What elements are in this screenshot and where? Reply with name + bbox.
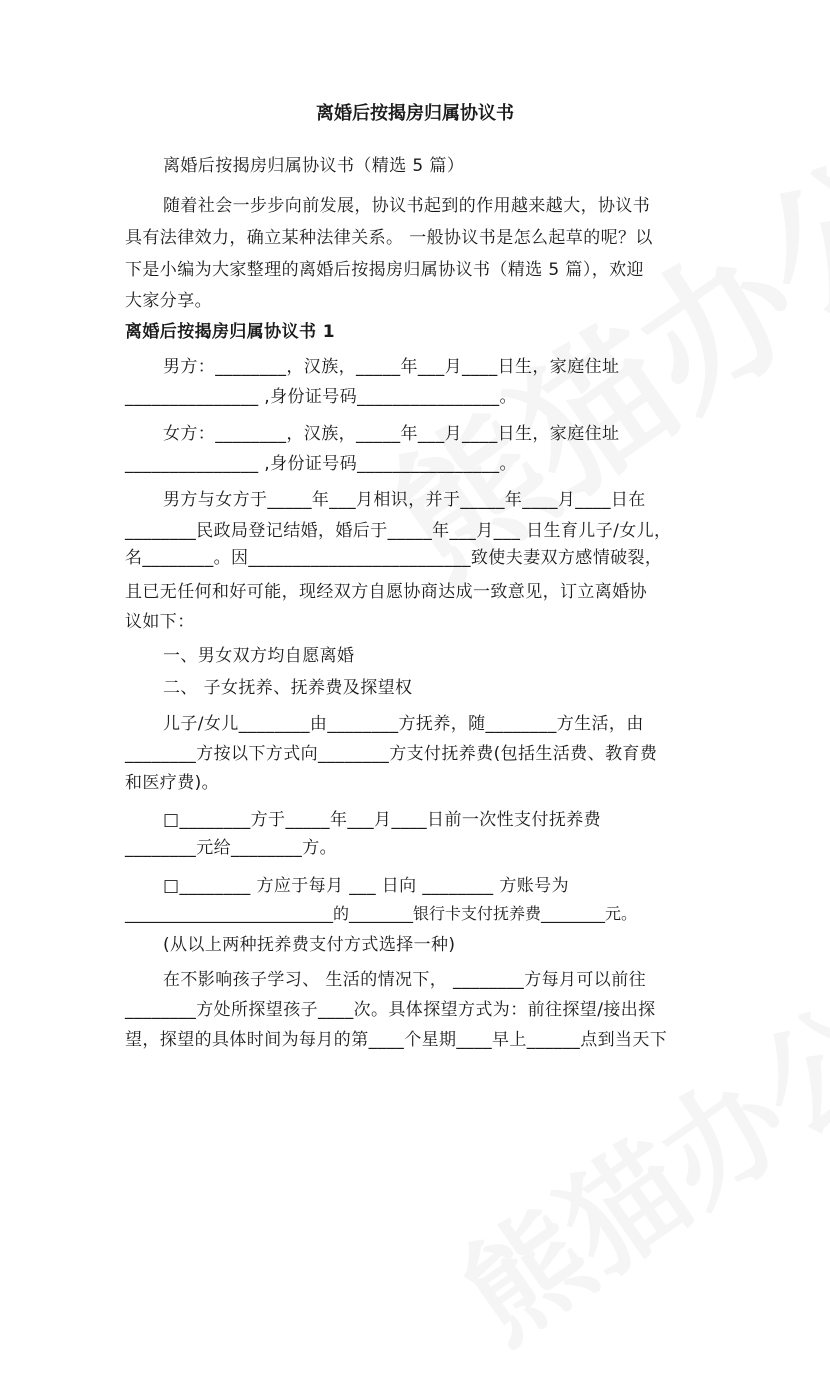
paragraph-line: 和医疗费)。	[125, 773, 220, 793]
watermark	[424, 958, 830, 1374]
subtitle: 离婚后按揭房归属协议书（精选 5 篇）	[163, 156, 465, 176]
paragraph-line: 随着社会一步步向前发展，协议书起到的作用越来越大，协议书	[163, 196, 651, 216]
paragraph-line: _______________ ,身份证号码________________。	[125, 387, 517, 407]
paragraph-line: 具有法律效力，确立某种法律关系。 一般协议书是怎么起草的呢？以	[125, 228, 653, 248]
paragraph-line: 名________。因_________________________致使夫妻双方感情破裂，	[125, 548, 663, 568]
paragraph-line: 男方：________，汉族，_____年___月____日生，家庭住址	[163, 357, 620, 377]
paragraph-line: ________民政局登记结婚，婚后于_____年___月___ 日生育儿子/女儿，	[125, 521, 672, 541]
option-line: □________方于_____年___月____日前一次性支付抚养费	[163, 810, 602, 830]
paragraph-line: 在不影响孩子学习、 生活的情况下， ________方每月可以前往	[163, 970, 647, 990]
list-item: 一、男女双方均自愿离婚	[163, 646, 355, 666]
section-heading: 离婚后按揭房归属协议书 1	[125, 322, 335, 342]
paragraph-line: _______________ ,身份证号码________________。	[125, 454, 517, 474]
note-line: (从以上两种抚养费支付方式选择一种)	[163, 935, 456, 955]
paragraph-line: ________方处所探望孩子____次。具体探望方式为：前往探望/接出探	[125, 1000, 656, 1020]
option-line: □________ 方应于每月 ___ 日向 ________ 方账号为	[163, 876, 569, 896]
paragraph-line: 男方与女方于_____年___月相识，并于_____年____月____日在	[163, 490, 646, 510]
paragraph-line: ________元给________方。	[125, 838, 337, 858]
paragraph-line: 女方：________，汉族，_____年___月____日生，家庭住址	[163, 424, 620, 444]
list-item: 二、 子女抚养、抚养费及探望权	[163, 678, 413, 698]
paragraph-line: 下是小编为大家整理的离婚后按揭房归属协议书（精选 5 篇），欢迎	[125, 260, 644, 280]
paragraph-line: 大家分享。	[125, 291, 212, 311]
paragraph-line: 儿子/女儿________由________方抚养，随________方生活，由	[163, 714, 644, 734]
paragraph-line: 且已无任何和好可能，现经双方自愿协商达成一致意见，订立离婚协	[125, 582, 647, 602]
document-title: 离婚后按揭房归属协议书	[316, 103, 514, 124]
paragraph-line: __________________________的________银行卡支付抚养费________元。	[125, 904, 638, 923]
paragraph-line: ________方按以下方式向________方支付抚养费(包括生活费、教育费	[125, 744, 658, 764]
paragraph-line: 望，探望的具体时间为每月的第____个星期____早上______点到当天下	[125, 1030, 668, 1050]
paragraph-line: 议如下：	[125, 612, 195, 632]
